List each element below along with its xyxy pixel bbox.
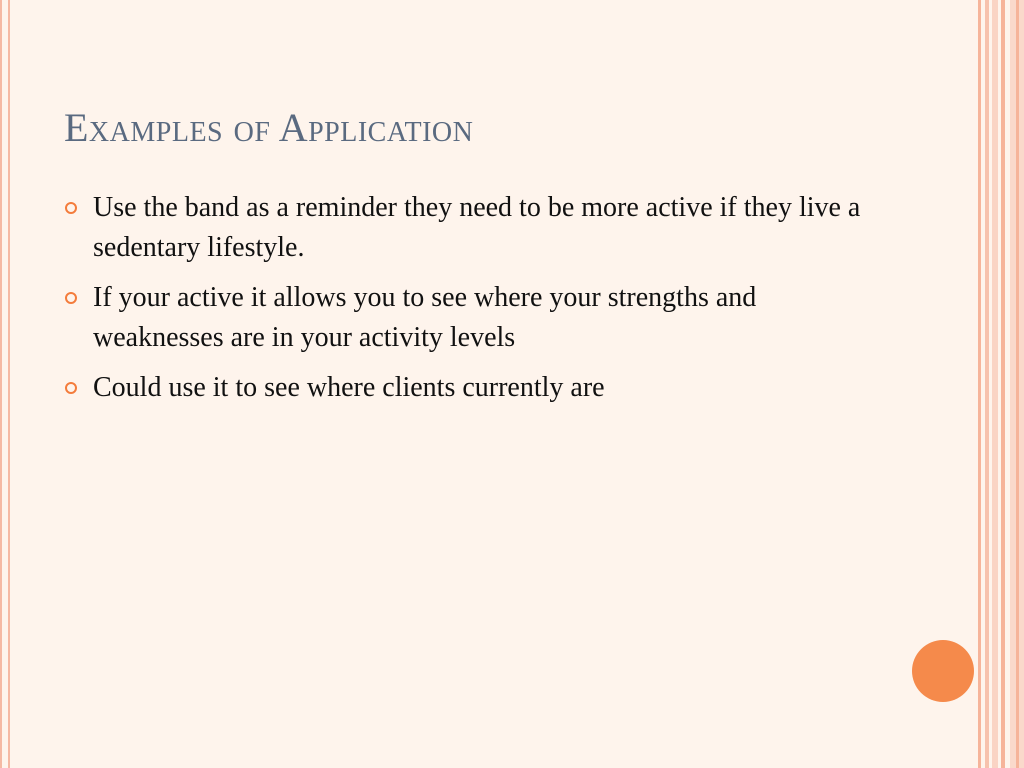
bullet-text: Use the band as a reminder they need to be more active if they live a sedentary lifestyle. [93,192,861,263]
bullet-text: Could use it to see where clients currently are [93,372,605,403]
right-decorative-stripe [978,0,981,768]
right-decorative-stripe [1016,0,1019,768]
bullet-circle-icon [65,292,77,304]
right-decorative-stripe [985,0,989,768]
bullet-circle-icon [65,202,77,214]
left-border-line [0,0,2,768]
bullet-list [64,188,884,418]
bullet-item [64,368,884,408]
bullet-item [64,188,884,268]
left-border-line [8,0,10,768]
decorative-circle [912,640,974,702]
right-decorative-stripe [1001,0,1005,768]
bullet-circle-icon [65,382,77,394]
right-decorative-stripe [992,0,998,768]
slide-title: Examples of Application [64,105,474,150]
bullet-text: If your active it allows you to see where your strengths and weaknesses are in your activity levels [93,282,757,353]
bullet-item [64,278,884,358]
